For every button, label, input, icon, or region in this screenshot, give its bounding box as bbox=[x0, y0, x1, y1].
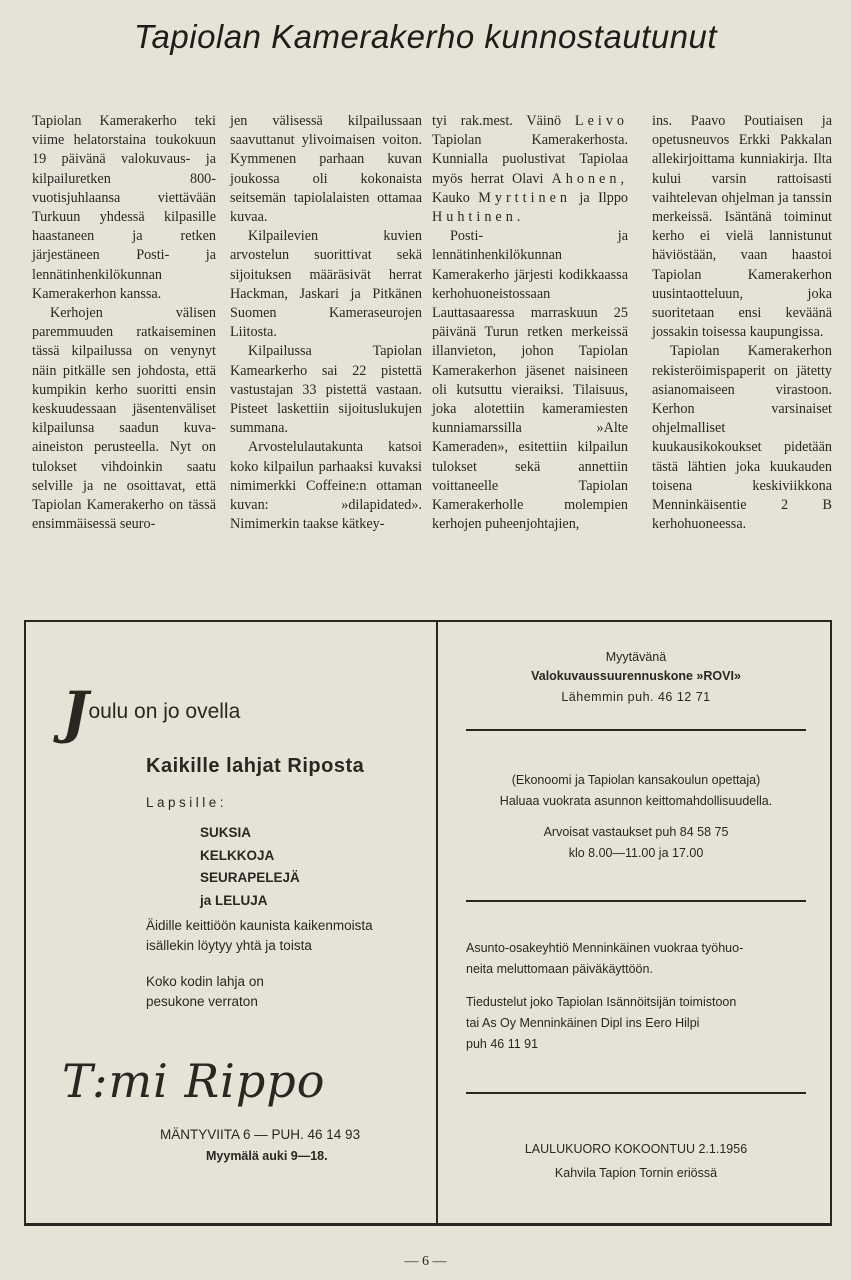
page-number: — 6 — bbox=[404, 1254, 447, 1269]
sale-item: Valokuvaussuurennuskone »ROVI» bbox=[531, 669, 741, 683]
spaced-name: Ahonen, bbox=[551, 170, 628, 187]
spaced-name: Leivo bbox=[574, 113, 629, 129]
spaced-name: Huhtinen. bbox=[432, 209, 525, 226]
sale-label: Myytävänä bbox=[605, 650, 667, 664]
text-line: Äidille keittiöön kaunista kaikenmoista bbox=[146, 918, 373, 933]
list-item: SUKSIA bbox=[200, 825, 252, 840]
article-column-1 bbox=[32, 112, 216, 534]
text-line: Tiedustelut joko Tapiolan Isännöitsijän toimistoon bbox=[466, 995, 737, 1009]
list-item: KELKKOJA bbox=[200, 847, 275, 863]
article-paragraph: Posti- ja lennätinhenkilökunnan Kamerakerho järjesti kodikkaassa kerhohuoneistossaan Lauttasaaressa marraskuun 25 päivänä Turun retken merkeissä illanvieton, johon Tapiolan Kamerakerhon jäsenet naisineen oli kutsuttu vieraiksi. Tilaisuus, joka alotettiin kameramiesten kunniamarssilla »Alte Kameraden», esitettiin kilpailun tulokset sekä annettiin voittaneelle Tapiolan Kamerakerholle molempien kerhojen puheenjohtajien, bbox=[432, 228, 628, 533]
text-span: tyi rak.mest. Väinö bbox=[432, 113, 562, 129]
page-headline: Tapiolan Kamerakerho kunnostautunut bbox=[133, 18, 718, 55]
rule bbox=[466, 1092, 806, 1094]
rule bbox=[466, 729, 806, 731]
joulu-text: oulu on jo ovella bbox=[88, 700, 241, 723]
article-paragraph: Tapiolan Kamerakerhon rekisteröimispaperit on jätetty asianomaiseen virastoon. Kerhon varsinaiset ohjelmalliset kuukausikokoukset pidetään tästä lähtien joka kuukauden toisena keskiviikkona Menninkäisentie 2 B kerhohuoneessa. bbox=[652, 343, 832, 533]
asunto-ad bbox=[466, 938, 743, 1055]
text-line: puh 46 11 91 bbox=[466, 1037, 539, 1051]
ad-heading: Kaikille lahjat Riposta bbox=[146, 755, 365, 777]
article-column-4 bbox=[652, 112, 832, 534]
article-paragraph: Kilpailussa Tapiolan Kamearkerho sai 22 pistettä vastustajan 33 pistettä vastaan. Pisteet laskettiin sijoituslukujen summana. bbox=[230, 343, 422, 437]
text-line: tai As Oy Menninkäinen Dipl ins Eero Hilpi bbox=[466, 1016, 700, 1030]
article-paragraph: ins. Paavo Poutiaisen ja opetusneuvos Erkki Pakkalan allekirjoittama kunniakirja. Ilta kului varsin rattoisasti vaihtelevan ohjelman ja tanssin merkeissä. Isäntänä toiminut kerho ei vielä lannistunut häviöstään, vaan haastoi Tapiolan Kamerakerhon uusintaotteluun, joka suoritetaan ensi keväänä jossakin toisessa kaupungissa. bbox=[652, 113, 832, 341]
ad-divider bbox=[436, 622, 438, 1223]
text-line: klo 8.00—11.00 ja 17.00 bbox=[568, 846, 704, 860]
sale-phone: Lähemmin puh. 46 12 71 bbox=[561, 690, 711, 704]
article-paragraph: Kilpailevien kuvien arvostelun suorittivat sekä sijoituksen määräsivät herrat Hackman, Jaskari ja Pitkänen Suomen Kameraseurojen Liitosta. bbox=[230, 228, 422, 341]
text-line: pesukone verraton bbox=[146, 994, 258, 1009]
article-paragraph: Arvostelulautakunta katsoi koko kilpailun parhaaksi kuvaksi nimimerkki Coffeine:n ottaman kuvan: »dilapidated». Nimimerkin taakse kätkey- bbox=[230, 439, 422, 533]
text-line: neita meluttomaan päiväkäyttöön. bbox=[466, 962, 653, 976]
lapsille-label: Lapsille: bbox=[146, 795, 228, 810]
text-line: isällekin löytyy yhtä ja toista bbox=[146, 938, 312, 953]
choir-ad bbox=[438, 1137, 834, 1185]
rent-ad bbox=[438, 770, 834, 864]
article-column-2 bbox=[230, 112, 422, 534]
aidille-text bbox=[146, 916, 373, 956]
article-paragraph: Kerhojen välisen paremmuuden ratkaiseminen tässä kilpailussa on venynyt näin pitkälle sen johdosta, että kumpikin kerho suoritti ensin keskuudessaan jäsentenväliset kilpailunsa saadun kuva-aineiston perusteella. Nyt on tulokset vihdoinkin saatu selville ja ne osoittavat, että Tapiolan Kamerakerho on tässä ensimmäisessä seuro- bbox=[32, 305, 216, 533]
article-column-3 bbox=[432, 112, 628, 534]
list-item: SEURAPELEJÄ bbox=[200, 870, 300, 885]
gift-list bbox=[200, 822, 300, 912]
joulu-initial: J bbox=[62, 680, 89, 746]
text-line: Kahvila Tapion Tornin eriössä bbox=[554, 1166, 718, 1180]
text-line: (Ekonoomi ja Tapiolan kansakoulun opettaja) bbox=[511, 773, 761, 787]
text-line: Koko kodin lahja on bbox=[146, 974, 264, 989]
text-line: Arvoisat vastaukset puh 84 58 75 bbox=[543, 825, 729, 839]
text-span: Tapiolan Kamerakerhosta. Kunnialla puolustivat Tapiolaa myös herrat Olavi bbox=[432, 132, 628, 187]
text-span: Kauko bbox=[432, 189, 470, 206]
rule bbox=[466, 900, 806, 902]
advertisement-box bbox=[24, 620, 832, 1226]
article-paragraph: Tapiolan Kamerakerho teki viime helatorstaina toukokuun 19 päivänä valokuvaus- ja kilpailuretken 800-vuotisjuhlaansa viettävään Turkuun yhdessä kilpasille haastaneen ja retken järjestäneen Posti- ja lennätinhenkilökunnan Kamerakerhon kanssa. bbox=[32, 113, 216, 302]
article-paragraph bbox=[432, 112, 628, 227]
joulu-heading bbox=[62, 680, 240, 746]
brand-logo: T:mi Rippo bbox=[62, 1054, 326, 1108]
text-span: ja Ilppo bbox=[579, 189, 629, 206]
spaced-name: Myrttinen bbox=[478, 189, 571, 206]
text-line: LAULUKUORO KOKOONTUU 2.1.1956 bbox=[524, 1142, 748, 1156]
text-line: Asunto-osakeyhtiö Menninkäinen vuokraa työhuo- bbox=[466, 941, 744, 955]
store-hours: Myymälä auki 9—18. bbox=[206, 1149, 328, 1163]
store-address: MÄNTYVIITA 6 — PUH. 46 14 93 bbox=[160, 1127, 361, 1142]
text-line: Haluaa vuokrata asunnon keittomahdollisuudella. bbox=[499, 794, 773, 808]
list-item: ja LELUJA bbox=[200, 892, 268, 908]
article-paragraph: jen välisessä kilpailussaan saavuttanut ylivoimaisen voiton. Kymmenen parhaan kuvan joukossa oli kokonaista seitsemän tapiolalaisten ottamaa kuvaa. bbox=[230, 113, 422, 226]
koko-text bbox=[146, 972, 264, 1012]
